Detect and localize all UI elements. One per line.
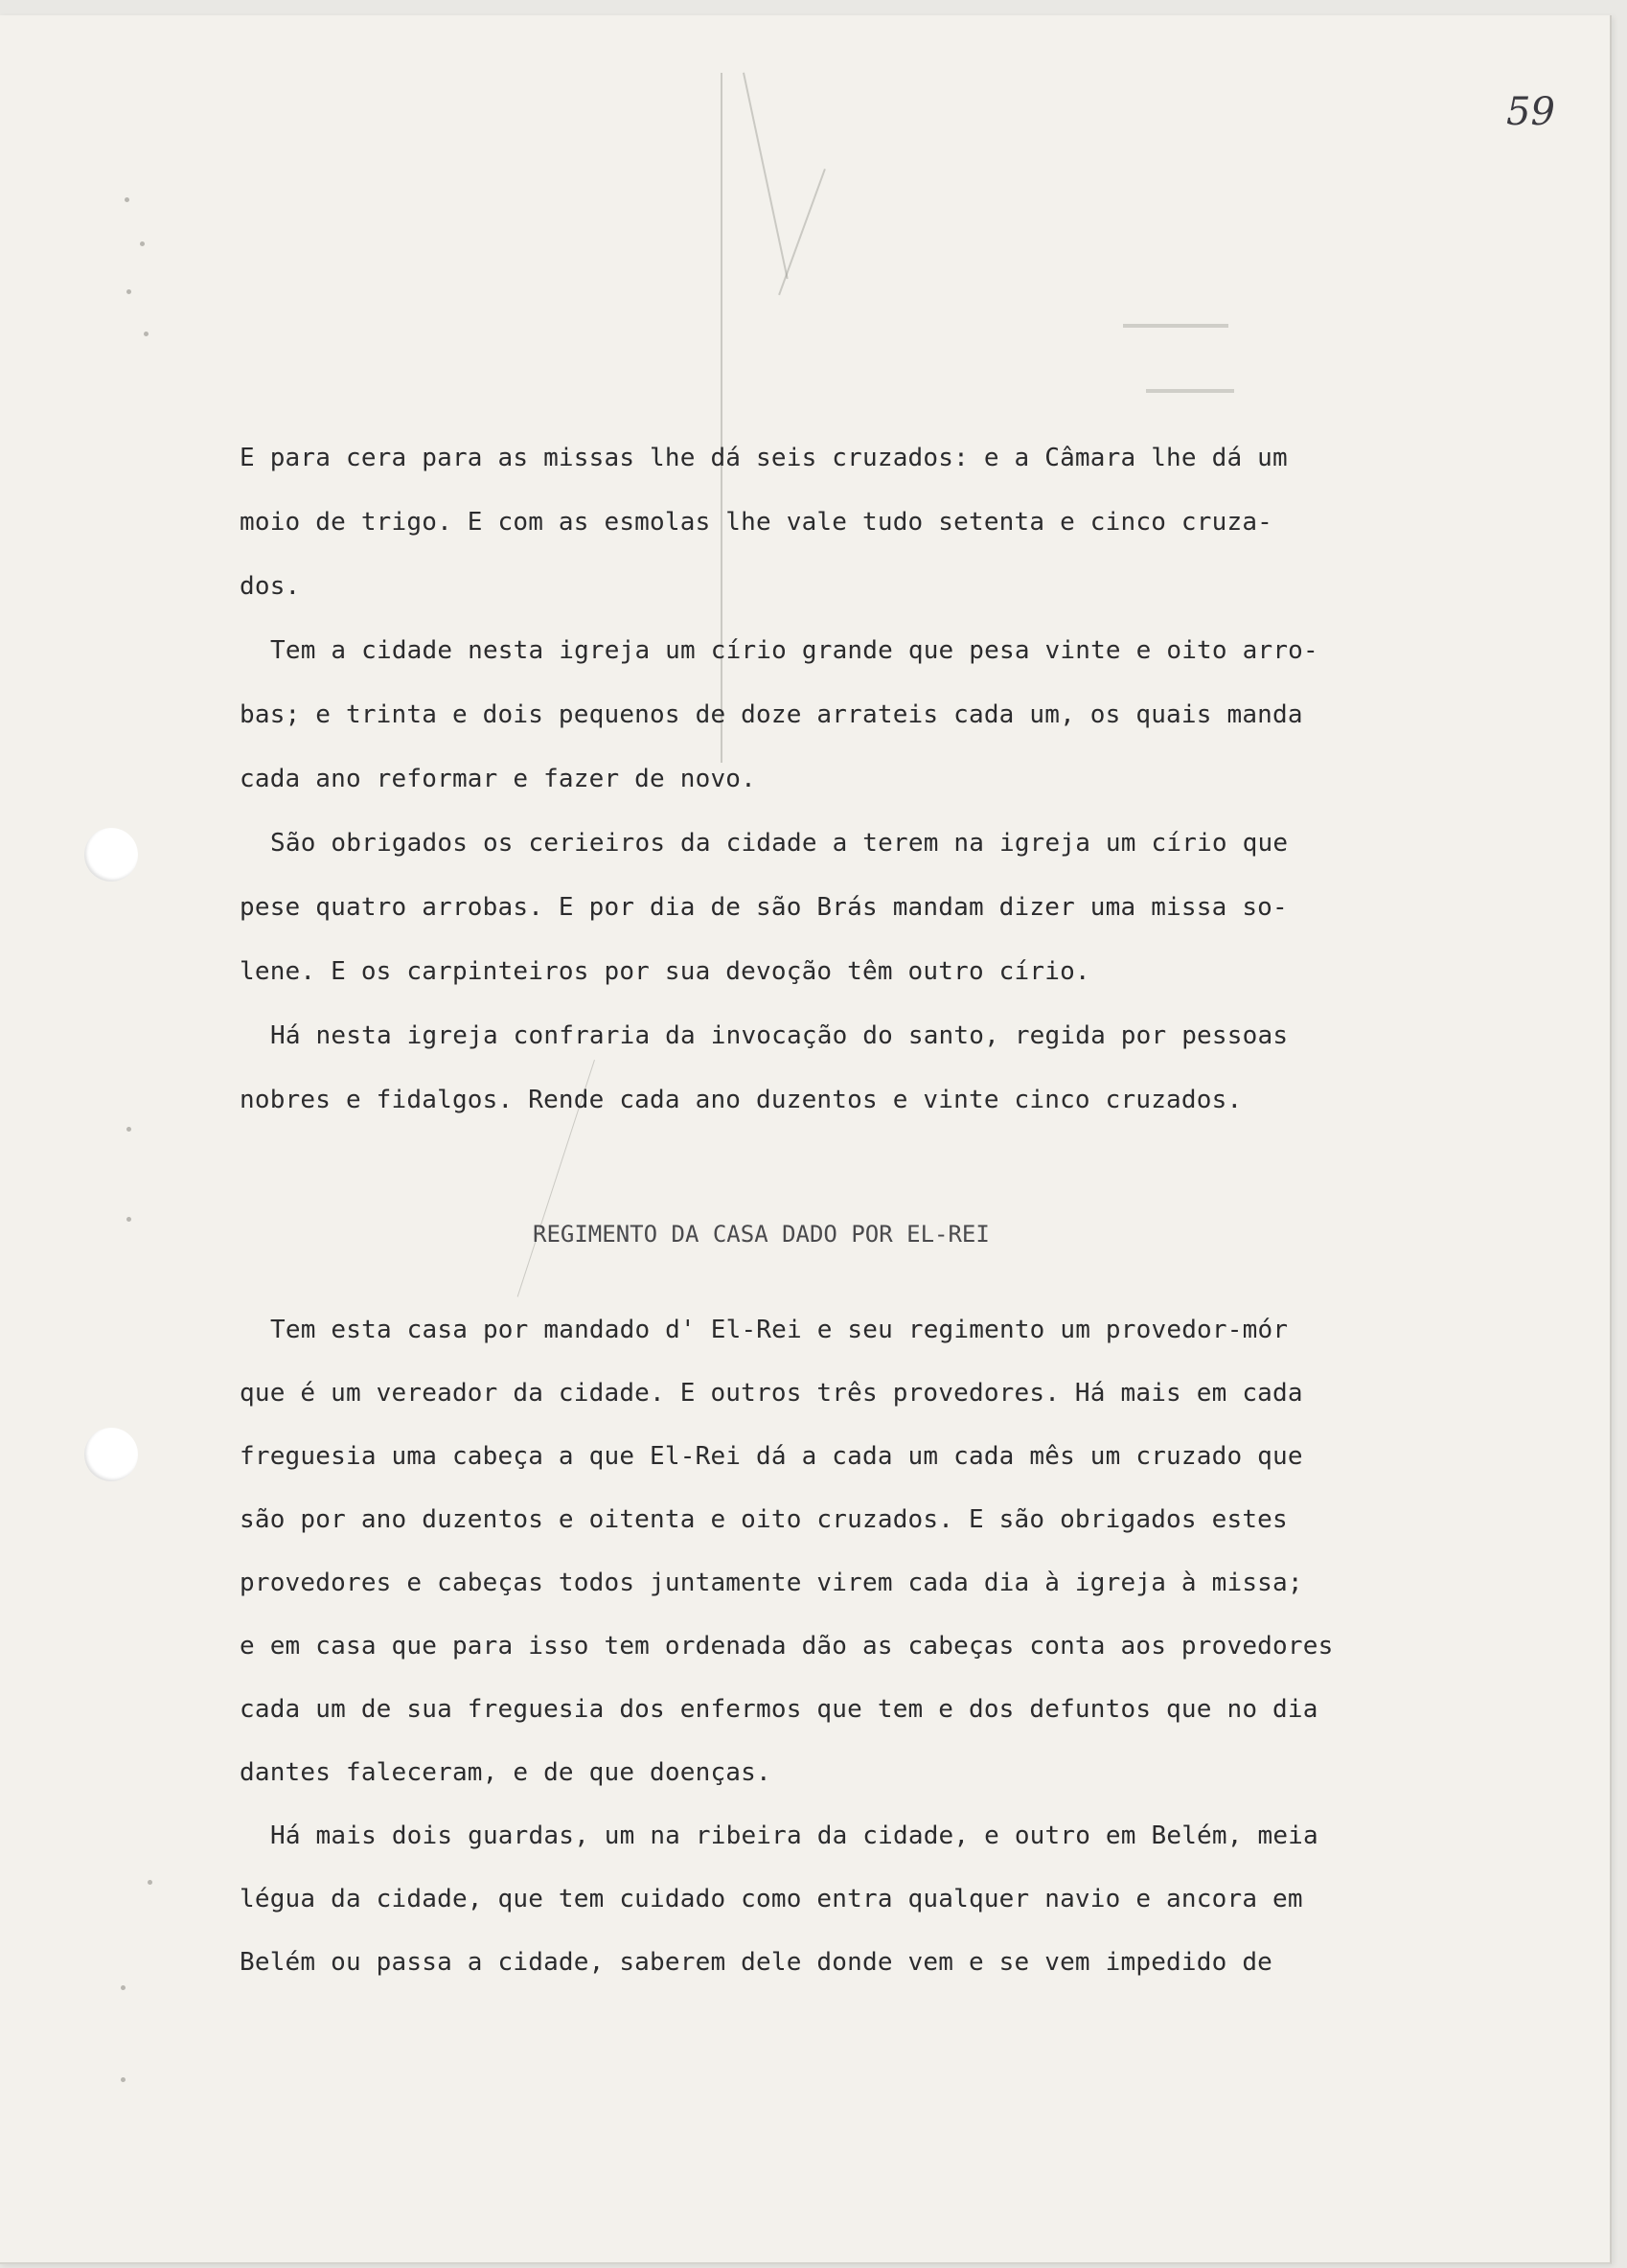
text-line: Tem a cidade nesta igreja um círio grande que pesa vinte e oito arro- <box>270 636 1318 665</box>
ink-smudge <box>1123 324 1228 328</box>
margin-speck <box>121 2077 126 2082</box>
margin-speck <box>125 197 129 202</box>
ink-smudge <box>1146 389 1234 393</box>
punch-hole-bottom <box>84 1428 138 1481</box>
text-line: Há mais dois guardas, um na ribeira da cidade, e outro em Belém, meia <box>270 1821 1318 1850</box>
pencil-mark <box>778 169 825 295</box>
document-page <box>0 15 1612 2264</box>
text-line: freguesia uma cabeça a que El-Rei dá a cada um cada mês um cruzado que <box>240 1442 1303 1471</box>
text-line: légua da cidade, que tem cuidado como entra qualquer navio e ancora em <box>240 1885 1303 1913</box>
margin-speck <box>121 1985 126 1990</box>
margin-speck <box>126 1217 131 1222</box>
text-line: E para cera para as missas lhe dá seis cruzados: e a Câmara lhe dá um <box>240 444 1288 472</box>
text-line: Tem esta casa por mandado d' El-Rei e seu regimento um provedor-mór <box>270 1316 1289 1344</box>
margin-speck <box>140 241 145 246</box>
page-number: 59 <box>1506 90 1555 134</box>
text-line: cada um de sua freguesia dos enfermos que tem e dos defuntos que no dia <box>240 1695 1318 1724</box>
text-line: cada ano reformar e fazer de novo. <box>240 765 757 793</box>
text-line: que é um vereador da cidade. E outros três provedores. Há mais em cada <box>240 1379 1303 1408</box>
text-line: lene. E os carpinteiros por sua devoção têm outro círio. <box>240 957 1090 986</box>
margin-speck <box>148 1880 152 1885</box>
section-heading: REGIMENTO DA CASA DADO POR EL-REI <box>533 1221 990 1248</box>
text-line: pese quatro arrobas. E por dia de são Brás mandam dizer uma missa so- <box>240 893 1288 922</box>
text-line: nobres e fidalgos. Rende cada ano duzentos e vinte cinco cruzados. <box>240 1086 1243 1114</box>
text-line: Belém ou passa a cidade, saberem dele donde vem e se vem impedido de <box>240 1948 1273 1977</box>
text-line: e em casa que para isso tem ordenada dão as cabeças conta aos provedores <box>240 1632 1334 1661</box>
text-line: dantes faleceram, e de que doenças. <box>240 1758 771 1787</box>
text-line: moio de trigo. E com as esmolas lhe vale tudo setenta e cinco cruza- <box>240 508 1273 537</box>
text-line: bas; e trinta e dois pequenos de doze arrateis cada um, os quais manda <box>240 700 1303 729</box>
margin-speck <box>126 289 131 294</box>
text-line: Há nesta igreja confraria da invocação do santo, regida por pessoas <box>270 1021 1289 1050</box>
text-line: São obrigados os cerieiros da cidade a terem na igreja um círio que <box>270 829 1289 858</box>
pencil-mark <box>743 73 788 280</box>
text-line: são por ano duzentos e oitenta e oito cruzados. E são obrigados estes <box>240 1505 1288 1534</box>
punch-hole-top <box>84 828 138 882</box>
text-line: dos. <box>240 572 301 601</box>
text-line: provedores e cabeças todos juntamente virem cada dia à igreja à missa; <box>240 1569 1303 1597</box>
margin-speck <box>126 1127 131 1132</box>
margin-speck <box>144 332 149 336</box>
